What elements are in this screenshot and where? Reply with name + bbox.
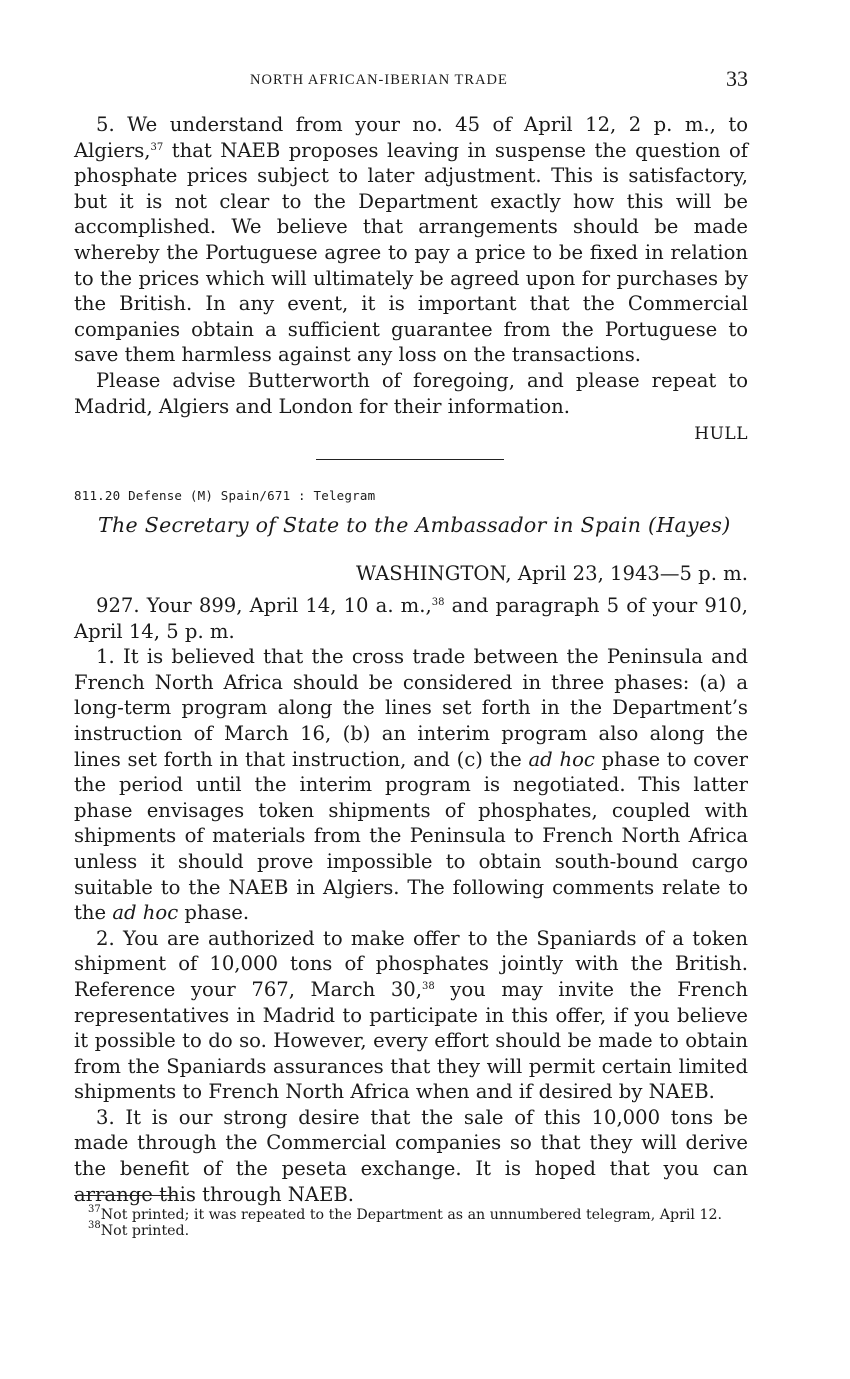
footnotes	[74, 1204, 748, 1239]
paragraph-3: 3. It is our strong desire that the sale of this 10,000 tons be made through the Commercial companies so that they will derive the benefit of the peseta exchange. It is hoped that you can arrange this through NAEB.	[74, 1105, 748, 1206]
paragraph-5	[74, 112, 748, 368]
paragraph-2	[74, 926, 748, 1105]
paragraph-text: you may invite the French representatives in Madrid to participate in this offer, if you believe it possible to do so. However, every effort should be made to obtain from the Spaniards assurances that they will permit certain limited shipments to French North Africa when and if desired by NAEB.	[74, 977, 748, 1104]
italic-term: ad hoc	[528, 747, 595, 771]
paragraph-text: 1. It is believed that the cross trade between the Peninsula and French North Africa should be considered in three phases: (a) a long-term program along the lines set forth in the Department’s instruction of March 16, (b) an interim program also along the lines set forth in that instruction, and (c) the	[74, 645, 748, 771]
footnote-mark: 37	[88, 1204, 101, 1215]
footnote-38	[74, 1220, 748, 1239]
footnote-rule	[74, 1195, 176, 1196]
footnote-ref: 38	[422, 980, 435, 992]
italic-term: ad hoc	[112, 901, 179, 925]
paragraph-advise: Please advise Butterworth of foregoing, and please repeat to Madrid, Algiers and London for their information.	[74, 368, 748, 418]
dateline: WASHINGTON, April 23, 1943—5 p. m.	[355, 562, 748, 585]
paragraph-text: phase to cover the period until the interim program is negotiated. This latter phase envisages token shipments of phosphates, coupled with shipments of materials from the Peninsula to French North Africa unless it should prove impossible to obtain south-bound cargo suitable to the NAEB in Algiers. The following comments relate to the	[74, 747, 748, 925]
page-number: 33	[726, 66, 748, 91]
footnote-mark: 38	[88, 1220, 101, 1231]
footnote-ref: 37	[150, 141, 164, 153]
paragraph-text: phase.	[178, 901, 250, 925]
section-divider	[316, 459, 504, 460]
paragraph-text: that NAEB proposes leaving in suspense the question of phosphate prices subject to later adjustment. This is satisfactory, but it is not clear to the Department exactly how this will be accomplished. We believe that arrangements should be made whereby the Portuguese agree to pay a price to be fixed in relation to the prices which will ultimately be agreed upon for purchases by the British. In any event, it is important that the Commercial companies obtain a sufficient guarantee from the Portuguese to save them harmless against any loss on the transactions.	[74, 138, 748, 367]
file-reference: 811.20 Defense (M) Spain/671 : Telegram	[74, 488, 376, 503]
document-heading: The Secretary of State to the Ambassador in Spain (Hayes)	[98, 513, 731, 537]
paragraph-1	[74, 644, 748, 926]
paragraph-text: 927. Your 899, April 14, 10 a. m.,	[96, 594, 432, 617]
running-title: NORTH AFRICAN-IBERIAN TRADE	[250, 72, 508, 88]
paragraph-text: 5. We understand from your no. 45 of April 12, 2 p. m., to Algiers,	[74, 113, 748, 162]
signature: HULL	[694, 424, 748, 444]
paragraph-intro	[74, 593, 748, 644]
telegram-continuation	[74, 112, 748, 419]
footnote-ref: 38	[431, 597, 445, 608]
paragraph-text: and paragraph 5 of your 910, April 14, 5 p. m.	[74, 594, 749, 643]
footnote-text: Not printed.	[100, 1223, 190, 1239]
footnote-37	[74, 1204, 748, 1223]
running-head	[74, 66, 748, 92]
telegram-body	[74, 593, 748, 1207]
footnote-text: Not printed; it was repeated to the Department as an unnumbered telegram, April 12.	[100, 1207, 723, 1223]
paragraph-text: 2. You are authorized to make offer to the Spaniards of a token shipment of 10,000 tons of phosphates jointly with the British. Reference your 767, March 30,	[74, 926, 748, 1001]
